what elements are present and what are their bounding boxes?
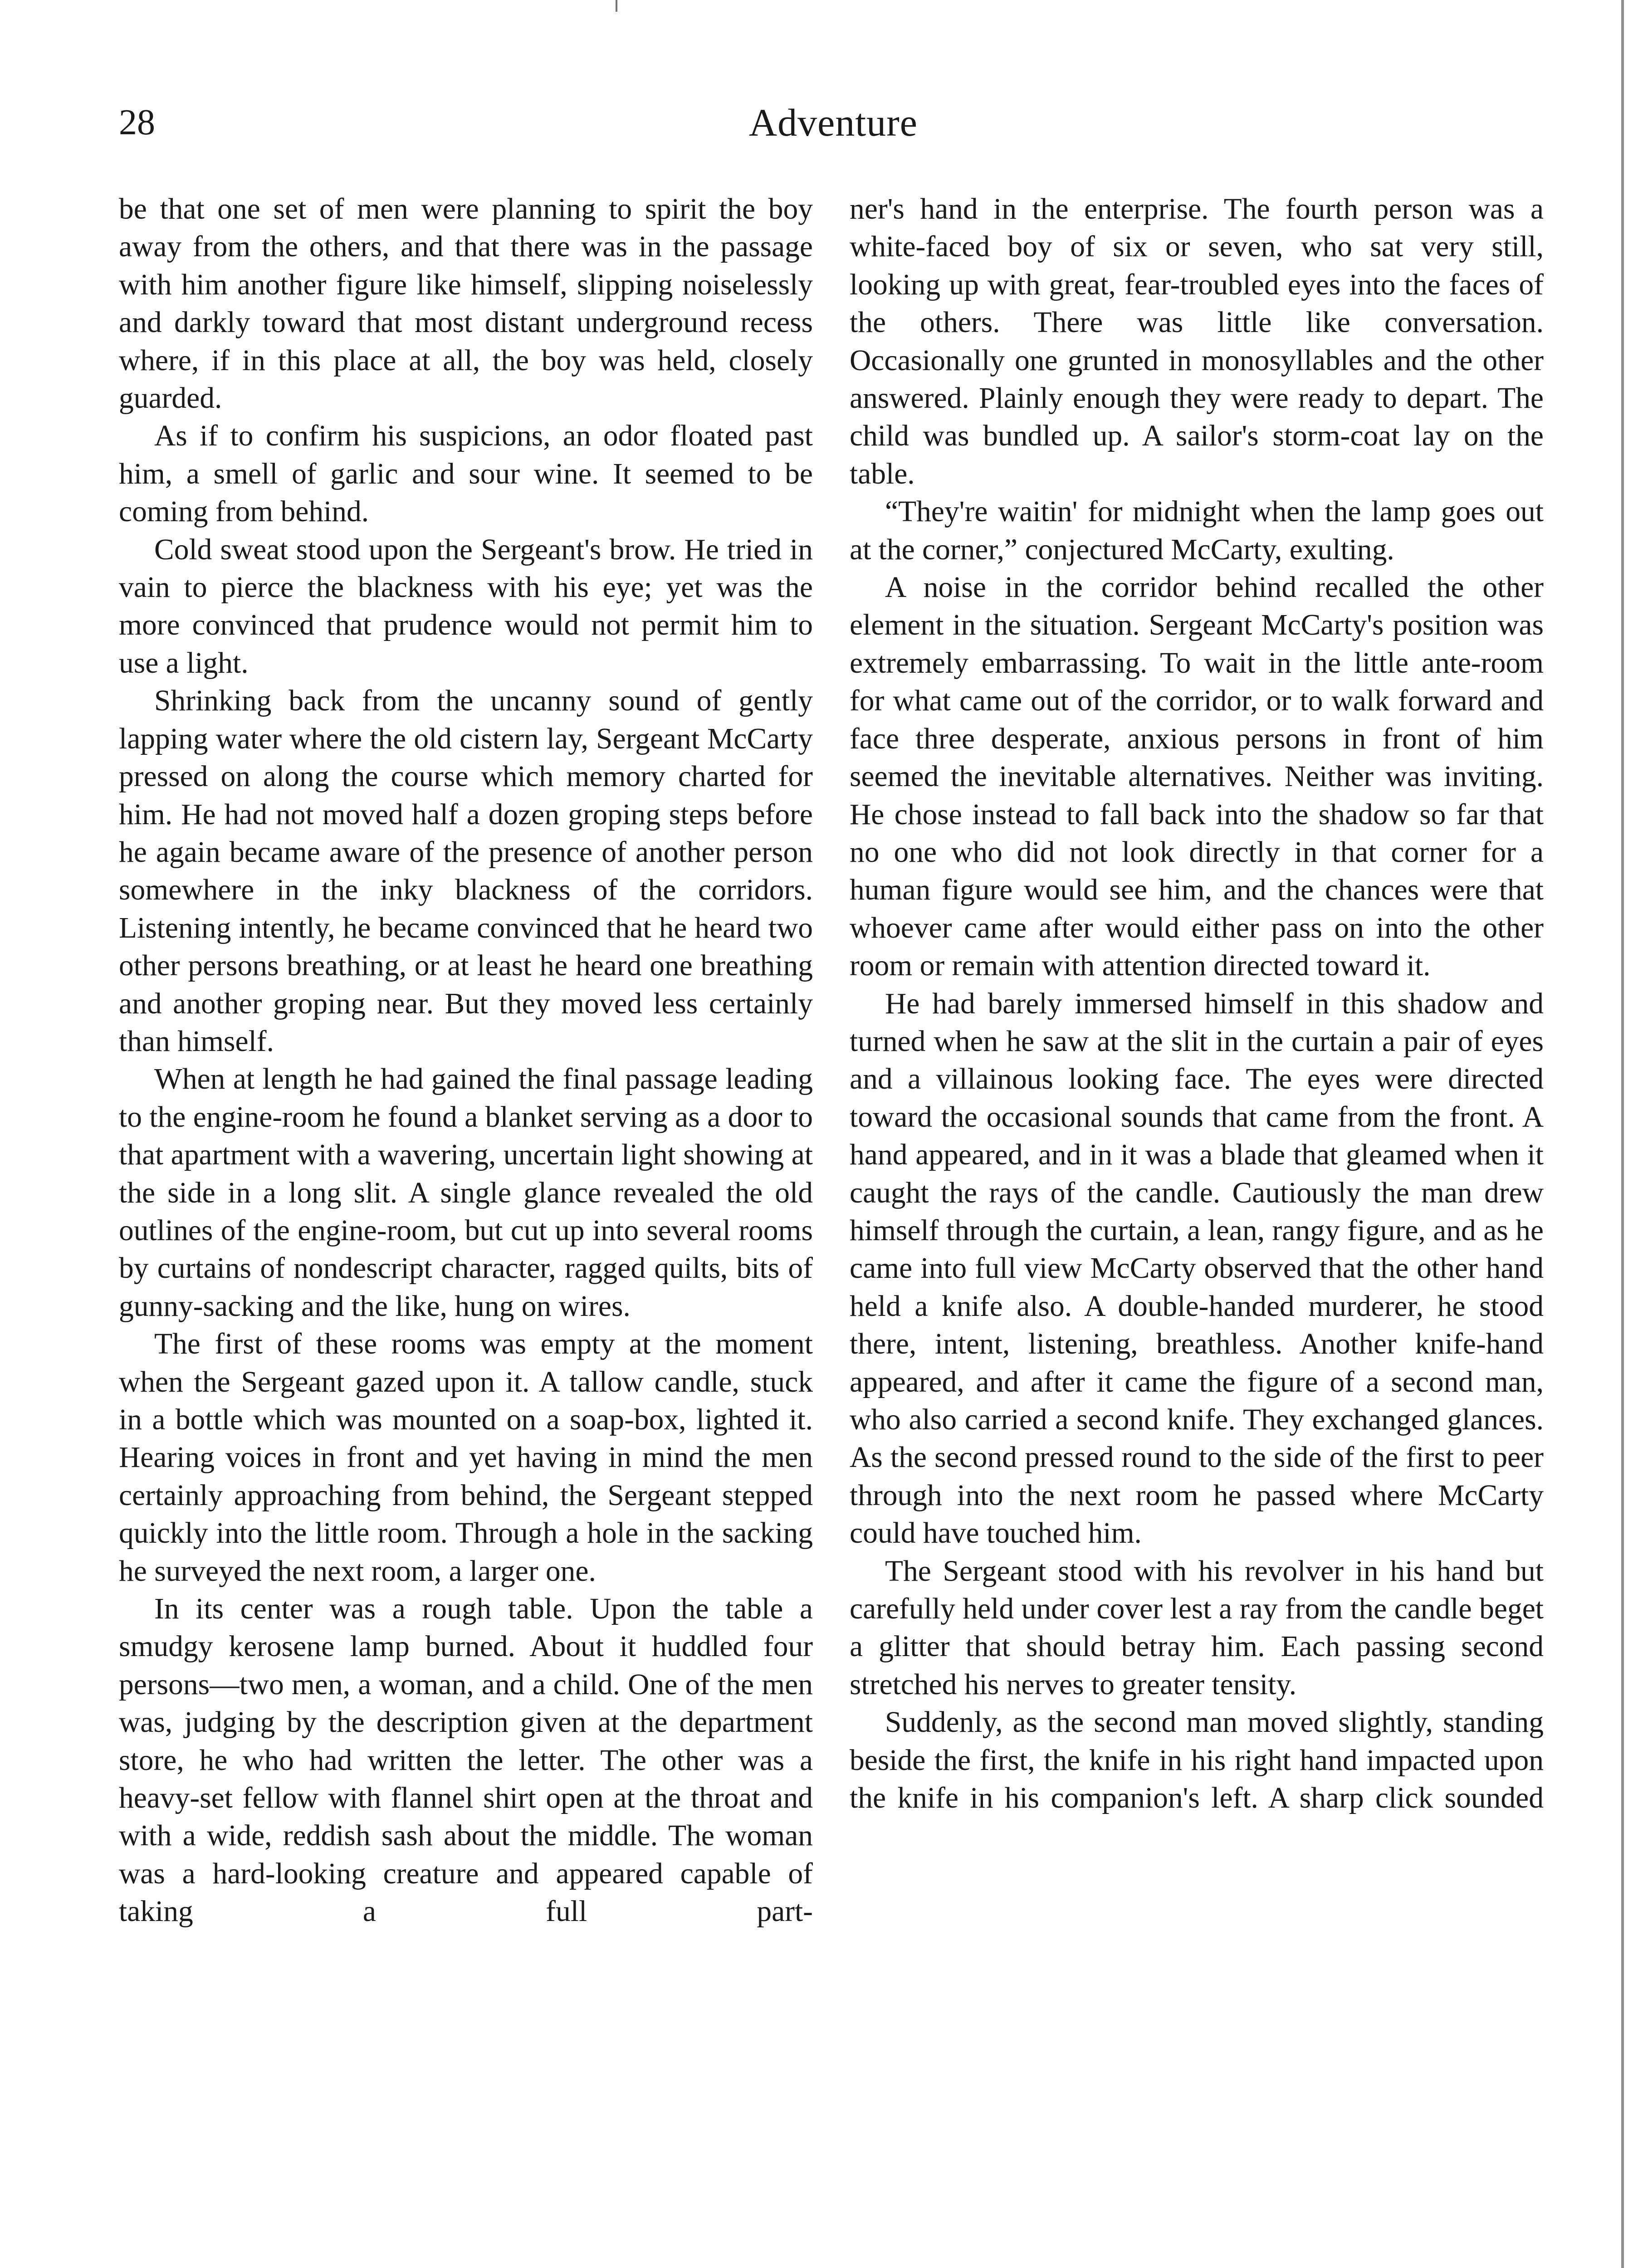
paragraph: The first of these rooms was empty at the moment when the Sergeant gazed upon it. A tallow candle, stuck in a bottle which was mounted on a soap-box, lighted it. Hearing voices in front and yet having in mind the men certainly approaching from behind, the Sergeant stepped quickly into the little room. Through a hole in the sacking he surveyed the next room, a larger one.	[119, 1328, 813, 1588]
page-number: 28	[119, 103, 155, 142]
paragraph: As if to confirm his suspicions, an odor floated past him, a smell of garlic and sour wine. It seemed to be coming from behind.	[119, 420, 813, 528]
paragraph: Shrinking back from the uncanny sound of gently lapping water where the old cistern lay, Sergeant McCarty pressed on along the course which memory charted for him. He had not moved half a dozen groping steps before he again became aware of the presence of another person somewhere in the inky blackness of the corridors. Listening intently, he became convinced that he heard two other persons breathing, or at least he heard one breathing and another groping near. But they moved less certainly than himself.	[119, 684, 813, 1058]
paragraph: He had barely immersed himself in this shadow and turned when he saw at the slit in the curtain a pair of eyes and a villainous looking face. The eyes were directed toward the occasional sounds that came from the front. A hand appeared, and in it was a blade that gleamed when it caught the rays of the candle. Cautiously the man drew himself through the curtain, a lean, rangy figure, and as he came into full view McCarty observed that the other hand held a knife also. A double-handed murderer, he stood there, intent, listening, breathless. Another knife-hand appeared, and after it came the figure of a second man, who also carried a second knife. They exchanged glances. As the second pressed round to the side of the first to peer through into the next room he passed where McCarty could have touched him.	[850, 987, 1544, 1550]
running-head-title: Adventure	[749, 101, 918, 144]
paragraph: Suddenly, as the second man moved slightly, standing beside the first, the knife in his right hand impacted upon the knife in his companion's left. A sharp click sounded	[850, 1706, 1544, 1815]
paragraph: The Sergeant stood with his revolver in his hand but carefully held under cover lest a ray from the candle beget a glitter that should betray him. Each passing second stretched his nerves to greater tensity.	[850, 1554, 1544, 1701]
page-header	[119, 95, 1548, 150]
paragraph: In its center was a rough table. Upon the table a smudgy kerosene lamp burned. About it huddled four persons—two men, a woman, and a child. One of the men was, judging by the description given at the department store, he who had written the letter. The other was a heavy-set fellow with flannel shirt open at the throat and with a wide, reddish sash about the middle. The woman was a hard-looking creature and appeared capable of taking a full part-	[119, 1593, 813, 1928]
scan-mark	[616, 0, 617, 12]
page-edge-rule	[1621, 0, 1624, 2268]
paragraph: be that one set of men were planning to spirit the boy away from the others, and that there was in the passage with him another figure like himself, slipping noiselessly and darkly toward that most distant underground recess where, if in this place at all, the boy was held, closely guarded.	[119, 193, 813, 415]
paragraph: Cold sweat stood upon the Sergeant's brow. He tried in vain to pierce the blackness with his eye; yet was the more convinced that prudence would not permit him to use a light.	[119, 533, 813, 679]
paragraph: ner's hand in the enterprise. The fourth person was a white-faced boy of six or seven, who sat very still, looking up with great, fear-troubled eyes into the faces of the others. There was little like conversation. Occasionally one grunted in monosyllables and the other answered. Plainly enough they were ready to depart. The child was bundled up. A sailor's storm-coat lay on the table.	[850, 193, 1544, 490]
paragraph: When at length he had gained the final passage leading to the engine-room he found a blanket serving as a door to that apartment with a wavering, uncertain light showing at the side in a long slit. A single glance revealed the old outlines of the engine-room, but cut up into several rooms by curtains of nondescript character, ragged quilts, bits of gunny-sacking and the like, hung on wires.	[119, 1063, 813, 1323]
paragraph: A noise in the corridor behind recalled the other element in the situation. Sergeant McCarty's position was extremely embarrassing. To wait in the little ante-room for what came out of the corridor, or to walk forward and face three desperate, anxious persons in front of him seemed the inevitable alternatives. Neither was inviting. He chose instead to fall back into the shadow so far that no one who did not look directly in that corner for a human figure would see him, and the chances were that whoever came after would either pass on into the other room or remain with attention directed toward it.	[850, 571, 1544, 982]
left-column	[119, 191, 813, 1931]
paragraph: “They're waitin' for midnight when the lamp goes out at the corner,” conjectured McCarty, exulting.	[850, 495, 1544, 566]
right-column	[850, 191, 1544, 1817]
